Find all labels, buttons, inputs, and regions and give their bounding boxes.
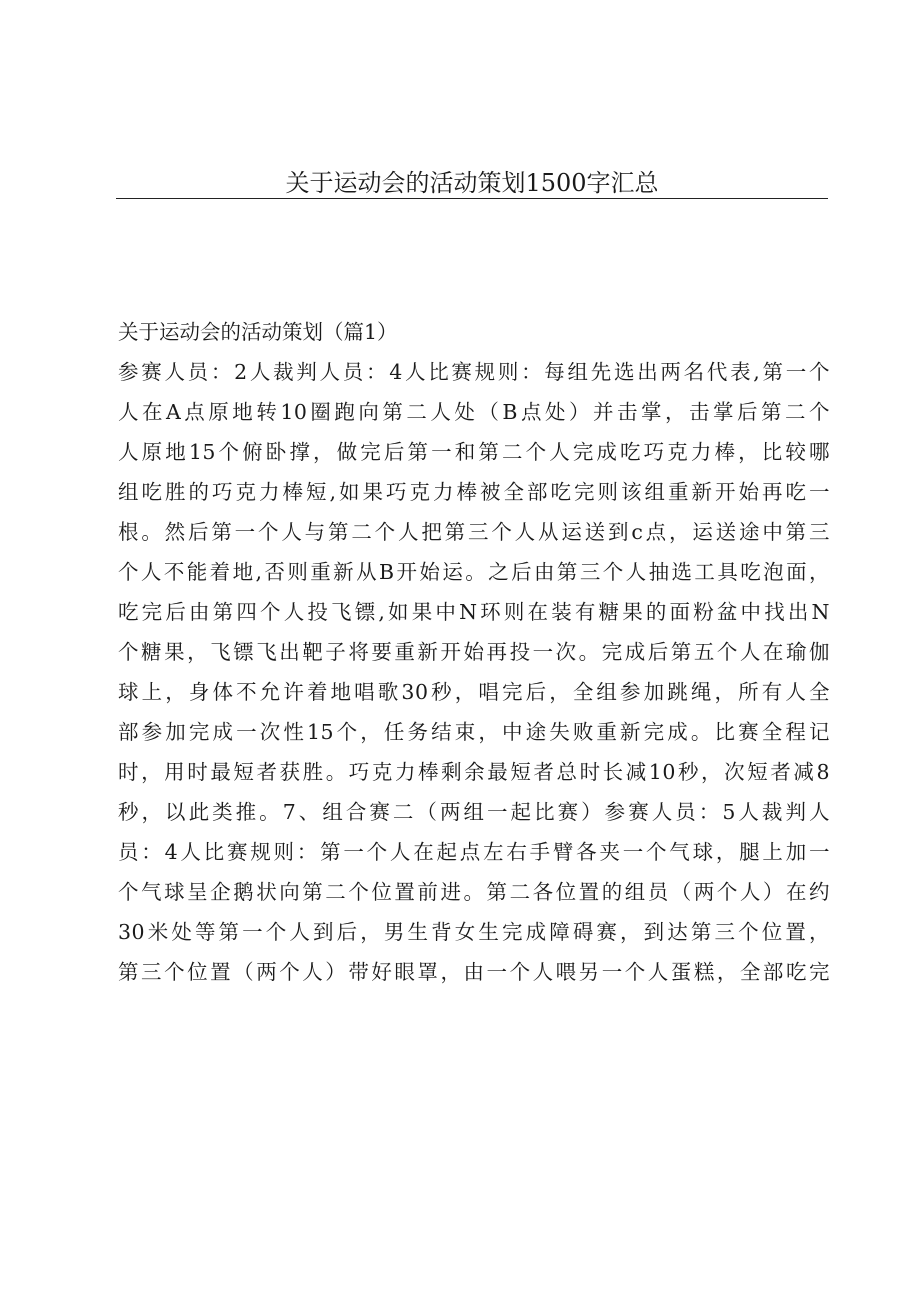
paragraph-line: 人原地15个俯卧撑，做完后第一和第二个人完成吃巧克力棒，比较哪 <box>118 440 830 464</box>
paragraph-line: 部参加完成一次性15个，任务结束，中途失败重新完成。比赛全程记 <box>118 720 830 744</box>
paragraph-line: 员：4人比赛规则：第一个人在起点左右手臂各夹一个气球，腿上加一 <box>118 840 830 864</box>
body-paragraph <box>118 352 830 992</box>
paragraph-line: 个人不能着地,否则重新从B开始运。之后由第三个人抽选工具吃泡面， <box>118 560 830 584</box>
paragraph-line: 时，用时最短者获胜。巧克力棒剩余最短者总时长减10秒，次短者减8 <box>118 760 830 784</box>
paragraph-line: 球上，身体不允许着地唱歌30秒，唱完后，全组参加跳绳，所有人全 <box>118 680 830 704</box>
paragraph-line: 个糖果，飞镖飞出靶子将要重新开始再投一次。完成后第五个人在瑜伽 <box>118 640 830 664</box>
paragraph-line: 组吃胜的巧克力棒短,如果巧克力棒被全部吃完则该组重新开始再吃一 <box>118 480 830 504</box>
title-divider <box>116 198 828 199</box>
document-title: 关于运动会的活动策划1500字汇总 <box>285 169 659 197</box>
document-body <box>118 312 830 992</box>
paragraph-line: 吃完后由第四个人投飞镖,如果中N环则在装有糖果的面粉盆中找出N <box>118 600 830 624</box>
section-heading: 关于运动会的活动策划（篇1） <box>118 320 398 344</box>
paragraph-line: 第三个位置（两个人）带好眼罩，由一个人喂另一个人蛋糕，全部吃完 <box>118 960 830 984</box>
paragraph-line: 根。然后第一个人与第二个人把第三个人从运送到c点，运送途中第三 <box>118 520 830 544</box>
paragraph-line: 参赛人员：2人裁判人员：4人比赛规则：每组先选出两名代表,第一个 <box>118 360 830 384</box>
paragraph-line: 秒，以此类推。7、组合赛二（两组一起比赛）参赛人员：5人裁判人 <box>118 800 830 824</box>
paragraph-line: 人在A点原地转10圈跑向第二人处（B点处）并击掌，击掌后第二个 <box>118 400 830 424</box>
paragraph-line: 个气球呈企鹅状向第二个位置前进。第二各位置的组员（两个人）在约 <box>118 880 830 904</box>
paragraph-line: 30米处等第一个人到后，男生背女生完成障碍赛，到达第三个位置， <box>118 920 830 944</box>
